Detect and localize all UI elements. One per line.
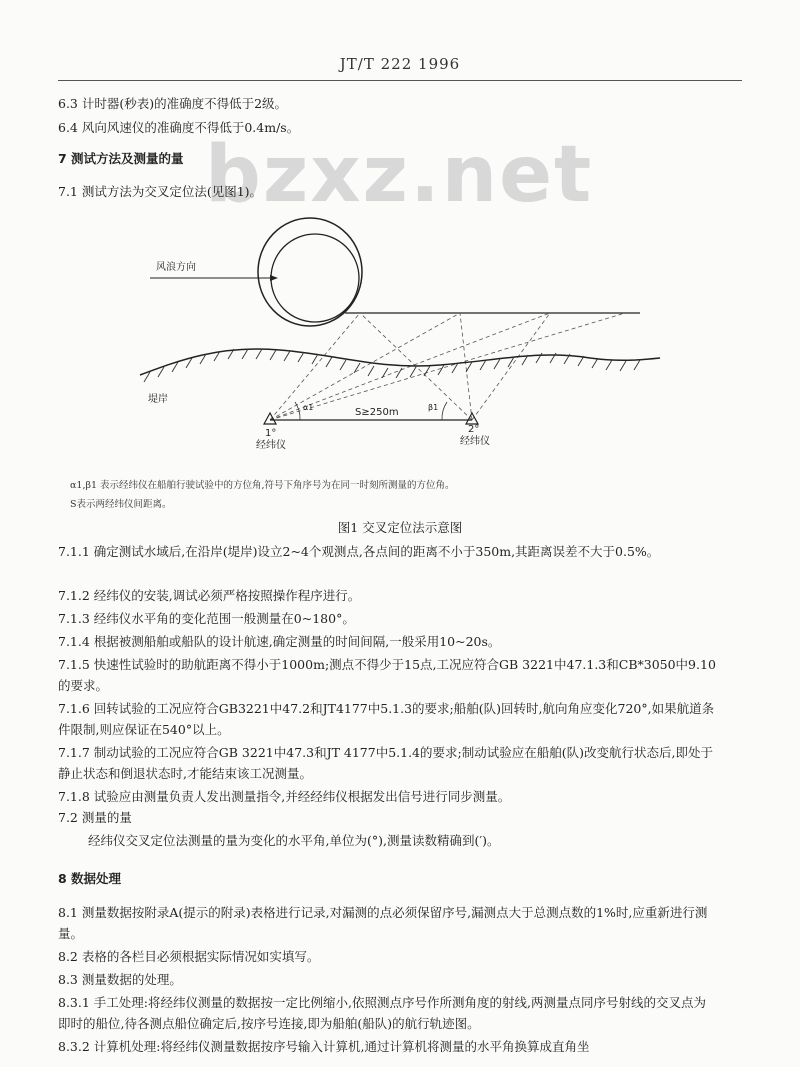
item-7-2: 7.2 测量的量 (58, 810, 132, 825)
ship-track-inner (271, 234, 359, 322)
para-8-3: 8.3 测量数据的处理。 (58, 972, 182, 987)
station-1-name: 经纬仪 (256, 440, 286, 450)
figure-note-2: S表示两经纬仪间距离。 (70, 499, 172, 510)
section-7-heading: 7 测试方法及测量的量 (58, 151, 184, 166)
cross-positioning-diagram (120, 210, 680, 450)
svg-text:α1: α1 (303, 403, 314, 412)
watermark: bzxz.net (205, 130, 594, 220)
para-7-1-2: 7.1.2 经纬仪的安装,调试必须严格按照操作程序进行。 (58, 588, 361, 603)
para-7-1-4: 7.1.4 根据被测船舶或船队的设计航速,确定测量的时间间隔,一般采用10~20s。 (58, 634, 501, 649)
station-1-label: 1° (265, 428, 277, 439)
sighting-lines (270, 313, 625, 420)
header-rule (58, 80, 742, 81)
station-1-marker (264, 413, 276, 424)
section-8-heading: 8 数据处理 (58, 871, 122, 886)
para-7-1-3: 7.1.3 经纬仪水平角的变化范围一般测量在0~180°。 (58, 611, 355, 626)
figure-note-1: α1,β1 表示经纬仪在船舶行驶试验中的方位角,符号下角序号为在同一时刻所测量的方位角。 (70, 480, 455, 491)
page-header: JT/T 222 1996 (339, 55, 461, 73)
item-6-3: 6.3 计时器(秒表)的准确度不得低于2级。 (58, 96, 288, 111)
station-2-label: 2° (468, 424, 480, 435)
distance-label: S≥250m (355, 407, 399, 418)
para-7-1-6: 7.1.6 回转试验的工况应符合GB3221中47.2和JT4177中5.1.3的要求;船舶(队)回转时,航向角应变化720°,如果航道条件限制,则应保证在540°以上。 (58, 701, 715, 737)
figure-caption: 图1 交叉定位法示意图 (337, 520, 463, 535)
para-7-1-8: 7.1.8 试验应由测量负责人发出测量指令,并经经纬仪根据发出信号进行同步测量。 (58, 789, 511, 804)
wind-direction-label: 风浪方向 (156, 262, 196, 273)
para-8-3-1: 8.3.1 手工处理:将经纬仪测量的数据按一定比例缩小,依照测点序号作所测角度的射线,两测量点同序号射线的交叉点为即时的船位,待各测点船位确定后,按序号连接,即为船舶(船队)的航行轨迹图。 (58, 995, 706, 1031)
para-8-1: 8.1 测量数据按附录A(提示的附录)表格进行记录,对漏测的点必须保留序号,漏测点大于总测点数的1%时,应重新进行测量。 (58, 905, 708, 941)
item-7-1: 7.1 测试方法为交叉定位法(见图1)。 (58, 184, 263, 199)
para-7-1-5: 7.1.5 快速性试验时的助航距离不得小于1000m;测点不得少于15点,工况应符合GB 3221中47.1.3和CB*3050中9.10的要求。 (58, 657, 716, 693)
item-6-4: 6.4 风向风速仪的准确度不得低于0.4m/s。 (58, 120, 300, 135)
para-8-2: 8.2 表格的各栏目必须根据实际情况如实填写。 (58, 949, 320, 964)
svg-text:β1: β1 (428, 403, 439, 412)
station-2-name: 经纬仪 (460, 436, 490, 447)
para-8-3-2: 8.3.2 计算机处理:将经纬仪测量数据按序号输入计算机,通过计算机将测量的水平角换算成直角坐 (58, 1039, 590, 1054)
para-7-1-7: 7.1.7 制动试验的工况应符合GB 3221中47.3和JT 4177中5.1.4的要求;制动试验应在船舶(队)改变航行状态后,即处于静止状态和倒退状态时,才能结束该工况测量。 (58, 745, 713, 781)
item-7-2-text: 经纬仪交叉定位法测量的量为变化的水平角,单位为(°),测量读数精确到(′)。 (88, 833, 500, 848)
shore-label: 堤岸 (148, 394, 168, 405)
para-7-1-1: 7.1.1 确定测试水域后,在沿岸(堤岸)设立2~4个观测点,各点间的距离不小于350m,其距离误差不大于0.5%。 (58, 544, 660, 559)
